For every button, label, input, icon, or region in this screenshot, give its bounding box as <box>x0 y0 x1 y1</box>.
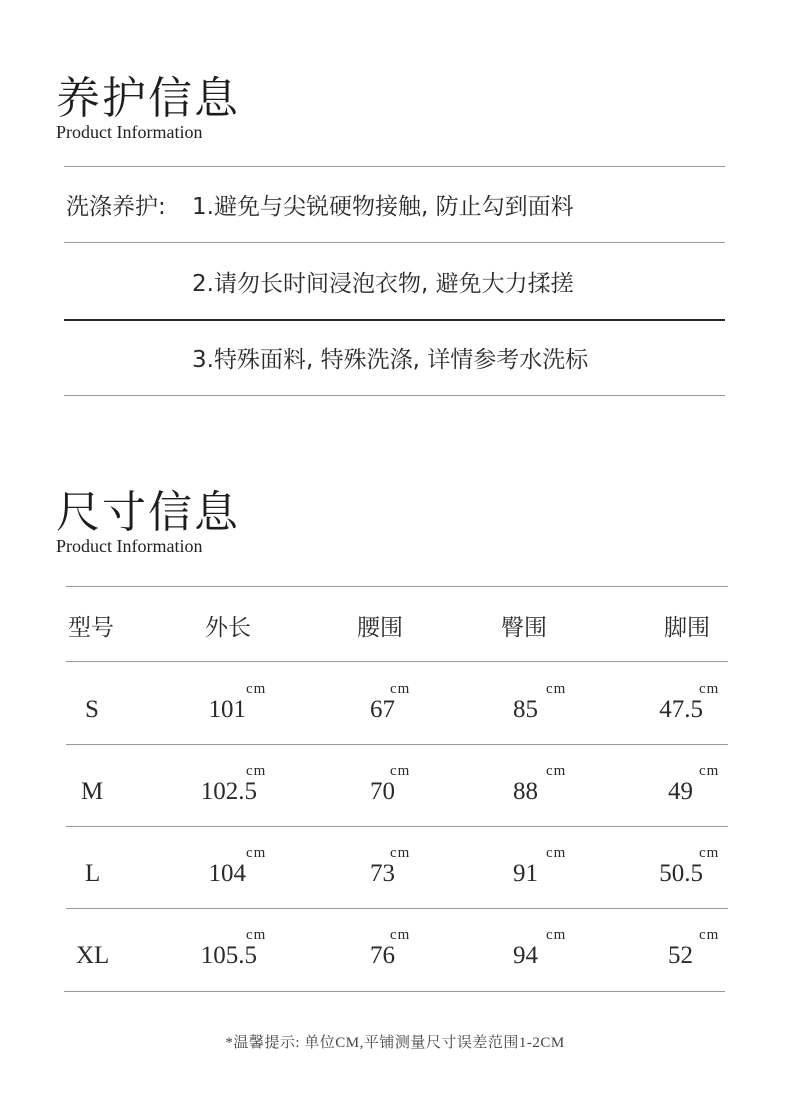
header-hem: 脚围 <box>664 615 710 641</box>
table-bottom-border <box>64 991 725 992</box>
unit-label: cm <box>699 927 720 943</box>
divider <box>66 908 728 909</box>
size-label: L <box>85 860 101 887</box>
divider <box>66 826 728 827</box>
unit-label: cm <box>546 681 567 697</box>
cell-waist: 70 <box>370 778 395 805</box>
cell-waist: 67 <box>370 696 395 723</box>
unit-label: cm <box>390 763 411 779</box>
header-hip: 臀围 <box>501 615 547 641</box>
cell-hip: 94 <box>513 942 538 969</box>
divider <box>64 242 725 243</box>
cell-length: 105.5 <box>200 942 257 969</box>
unit-label: cm <box>246 845 267 861</box>
cell-hip: 85 <box>513 696 538 723</box>
size-label: XL <box>76 942 110 969</box>
unit-label: cm <box>699 681 720 697</box>
cell-hem: 47.5 <box>659 696 703 723</box>
divider <box>64 395 725 396</box>
care-item-2: 2.请勿长时间浸泡衣物, 避免大力揉搓 <box>192 271 574 297</box>
size-label: M <box>81 778 104 805</box>
unit-label: cm <box>546 845 567 861</box>
care-item-1: 1.避免与尖锐硬物接触, 防止勾到面料 <box>192 194 574 220</box>
care-item-3: 3.特殊面料, 特殊洗涤, 详情参考水洗标 <box>192 347 589 373</box>
header-size: 型号 <box>68 615 114 641</box>
care-title: 养护信息 <box>56 73 240 124</box>
cell-hem: 49 <box>668 778 693 805</box>
unit-label: cm <box>246 927 267 943</box>
cell-waist: 73 <box>370 860 395 887</box>
unit-label: cm <box>699 763 720 779</box>
divider <box>64 166 725 167</box>
cell-length: 101 <box>208 696 246 723</box>
unit-label: cm <box>699 845 720 861</box>
care-subtitle: Product Information <box>56 122 203 142</box>
divider <box>64 319 725 321</box>
size-subtitle: Product Information <box>56 536 203 556</box>
divider <box>66 744 728 745</box>
cell-hem: 52 <box>668 942 693 969</box>
cell-hip: 88 <box>513 778 538 805</box>
cell-length: 102.5 <box>200 778 257 805</box>
divider <box>66 661 728 662</box>
cell-waist: 76 <box>370 942 395 969</box>
unit-label: cm <box>390 927 411 943</box>
header-length: 外长 <box>205 615 251 641</box>
cell-hip: 91 <box>513 860 538 887</box>
cell-hem: 50.5 <box>659 860 703 887</box>
header-waist: 腰围 <box>357 615 403 641</box>
cell-length: 104 <box>208 860 246 887</box>
size-title: 尺寸信息 <box>56 487 240 538</box>
unit-label: cm <box>546 763 567 779</box>
size-label: S <box>85 696 99 723</box>
unit-label: cm <box>390 681 411 697</box>
measurement-note: *温馨提示: 单位CM,平铺测量尺寸误差范围1-2CM <box>225 1035 565 1051</box>
unit-label: cm <box>246 763 267 779</box>
unit-label: cm <box>246 681 267 697</box>
unit-label: cm <box>546 927 567 943</box>
table-top-border <box>66 586 728 587</box>
unit-label: cm <box>390 845 411 861</box>
care-label: 洗涤养护: <box>66 194 166 220</box>
